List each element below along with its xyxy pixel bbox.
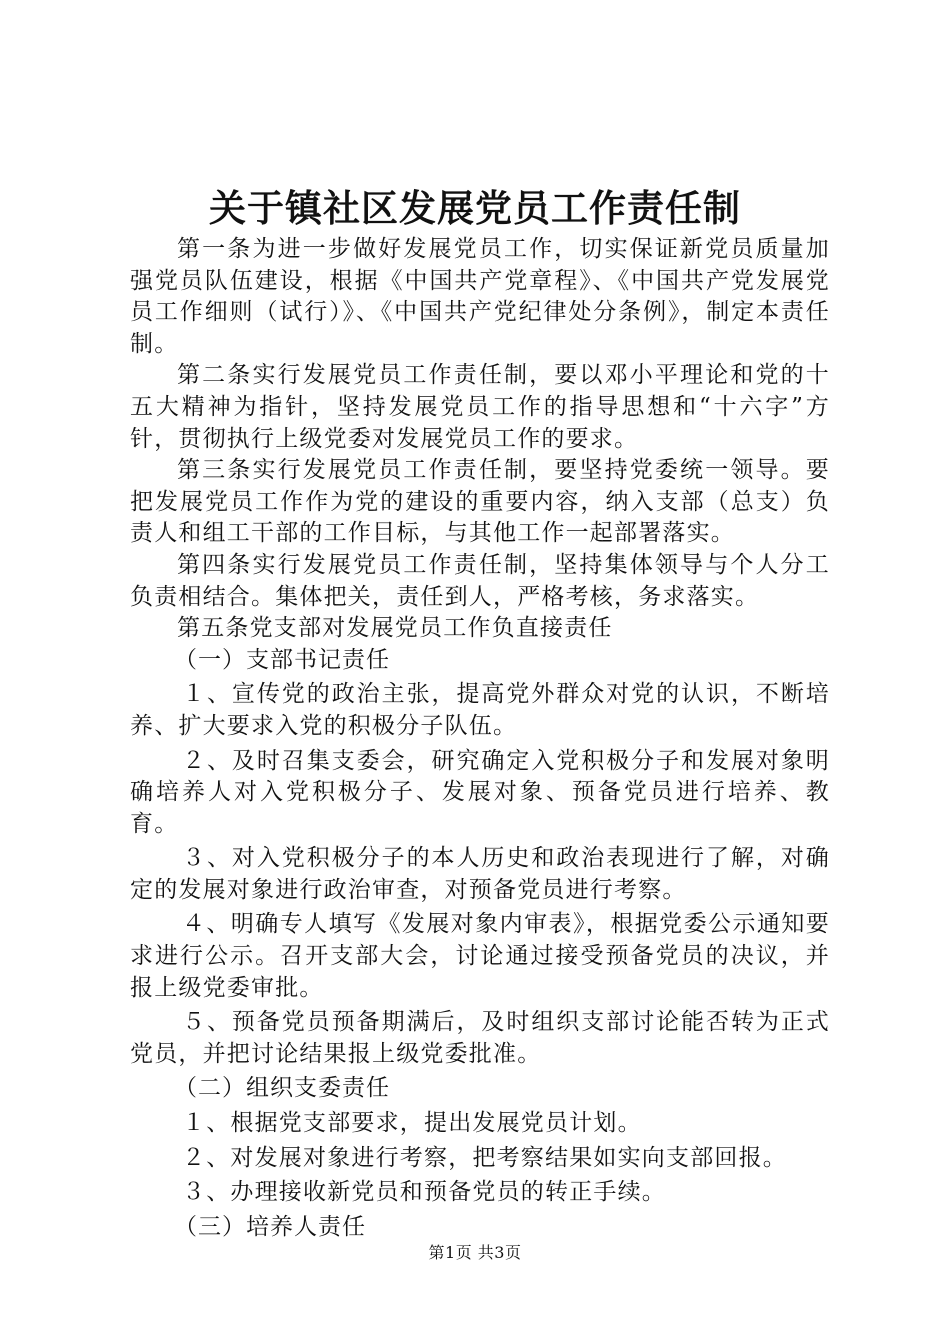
list-item: ５、预备党员预备期满后，及时组织支部讨论能否转为正式党员，并把讨论结果报上级党委批准。 xyxy=(130,1009,830,1067)
article-4: 第四条实行发展党员工作责任制，坚持集体领导与个人分工负责相结合。集体把关，责任到人，严格考核，务求落实。 xyxy=(130,551,830,610)
list-item: １、宣传党的政治主张，提高党外群众对党的认识，不断培养、扩大要求入党的积极分子队伍。 xyxy=(130,681,830,739)
section-heading-organization-committee: （二）组织支委责任 xyxy=(174,1075,390,1102)
page-title: 关于镇社区发展党员工作责任制 xyxy=(209,187,741,230)
list-item: ３、对入党积极分子的本人历史和政治表现进行了解，对确定的发展对象进行政治审查，对预备党员进行考察。 xyxy=(130,845,830,903)
page-footer: 第1页 共3页 xyxy=(428,1243,522,1262)
section-heading-mentor: （三）培养人责任 xyxy=(174,1213,366,1240)
list-item: ３、办理接收新党员和预备党员的转正手续。 xyxy=(182,1179,666,1206)
article-5: 第五条党支部对发展党员工作负直接责任 xyxy=(177,615,613,642)
document-body xyxy=(130,234,830,1243)
section-heading-branch-secretary: （一）支部书记责任 xyxy=(174,646,390,673)
article-2: 第二条实行发展党员工作责任制，要以邓小平理论和党的十五大精神为指针，坚持发展党员工作的指导思想和“十六字”方针，贯彻执行上级党委对发展党员工作的要求。 xyxy=(130,362,830,452)
list-item: ４、明确专人填写《发展对象内审表》，根据党委公示通知要求进行公示。召开支部大会，讨论通过接受预备党员的决议，并报上级党委审批。 xyxy=(130,911,830,1001)
list-item: １、根据党支部要求，提出发展党员计划。 xyxy=(182,1110,642,1137)
article-1: 第一条为进一步做好发展党员工作，切实保证新党员质量加强党员队伍建设，根据《中国共产党章程》、《中国共产党发展党员工作细则（试行）》、《中国共产党纪律处分条例》，制定本责任制。 xyxy=(130,236,830,357)
list-item: ２、及时召集支委会，研究确定入党积极分子和发展对象明确培养人对入党积极分子、发展对象、预备党员进行培养、教育。 xyxy=(130,747,830,837)
list-item: ２、对发展对象进行考察，把考察结果如实向支部回报。 xyxy=(182,1144,787,1171)
article-3: 第三条实行发展党员工作责任制，要坚持党委统一领导。要把发展党员工作作为党的建设的重要内容，纳入支部（总支）负责人和组工干部的工作目标，与其他工作一起部署落实。 xyxy=(130,457,830,547)
